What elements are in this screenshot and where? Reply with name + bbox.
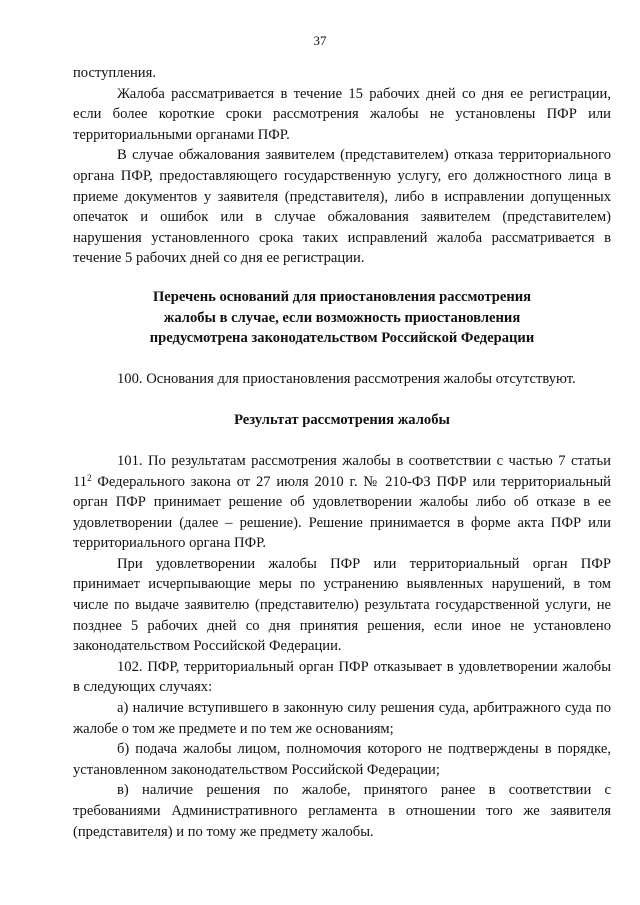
page-number: 37 [313, 33, 327, 48]
paragraph-102: 102. ПФР, территориальный орган ПФР отказывает в удовлетворении жалобы в следующих случаях: [73, 658, 611, 696]
paragraph-100: 100. Основания для приостановления рассмотрения жалобы отсутствуют. [117, 370, 576, 387]
heading-suspension-grounds [73, 287, 611, 349]
paragraph-satisfaction-measures: При удовлетворении жалобы ПФР или территориальный орган ПФР принимает исчерпывающие меры по устранению выявленных нарушений, в том числе по выдаче заявителю (представителю) результата государственной услуги, не позднее 5 рабочих дней со дня принятия решения, если иное не установлено законодательством Российской Федерации. [73, 555, 611, 655]
heading-suspension-line-1: Перечень оснований для приостановления рассмотрения [152, 288, 532, 305]
paragraph-review-5-days: В случае обжалования заявителем (представителем) отказа территориального органа ПФР, предоставляющего государственную услугу, его должностного лица в приеме документов у заявителя (представителя), либо в исправлении допущенных опечаток и ошибок или в случае обжалования заявителем (представителем) нарушения установленного срока таких исправлений жалоба рассматривается в течение 5 рабочих дней со дня ее регистрации. [73, 147, 611, 267]
paragraph-101-rest: Федерального закона от 27 июля 2010 г. № 210-ФЗ ПФР или территориальный орган ПФР принимает решение об удовлетворении жалобы либо об отказе в ее удовлетворении (далее – решение). Решение принимается в форме акта ПФР или территориального органа ПФР. [73, 473, 611, 552]
list-item-c: в) наличие решения по жалобе, принятого ранее в соответствии с требованиями Административного регламента в отношении того же заявителя (представителя) и по тому же предмету жалобы. [73, 782, 611, 840]
heading-suspension-line-2: жалобы в случае, если возможность приостановления [163, 309, 521, 326]
paragraph-101 [73, 451, 611, 554]
paragraph-101-superscript: 2 [87, 472, 92, 483]
paragraph-review-15-days: Жалоба рассматривается в течение 15 рабочих дней со дня ее регистрации, если более короткие сроки рассмотрения жалобы не установлены ПФР или территориальными органами ПФР. [73, 85, 611, 143]
paragraph-continuation: поступления. [73, 65, 156, 81]
heading-review-result: Результат рассмотрения жалобы [234, 412, 450, 429]
heading-suspension-line-3: предусмотрена законодательством Российской Федерации [149, 330, 535, 347]
page-body [73, 63, 611, 842]
paragraph-101-start: 101. По результатам рассмотрения жалобы в соответствии с частью 7 статьи 11 [73, 452, 611, 490]
list-item-b: б) подача жалобы лицом, полномочия которого не подтверждены в порядке, установленном законодательством Российской Федерации; [73, 741, 611, 778]
list-item-a: а) наличие вступившего в законную силу решения суда, арбитражного суда по жалобе о том же предмете и по тем же основаниям; [73, 700, 611, 737]
